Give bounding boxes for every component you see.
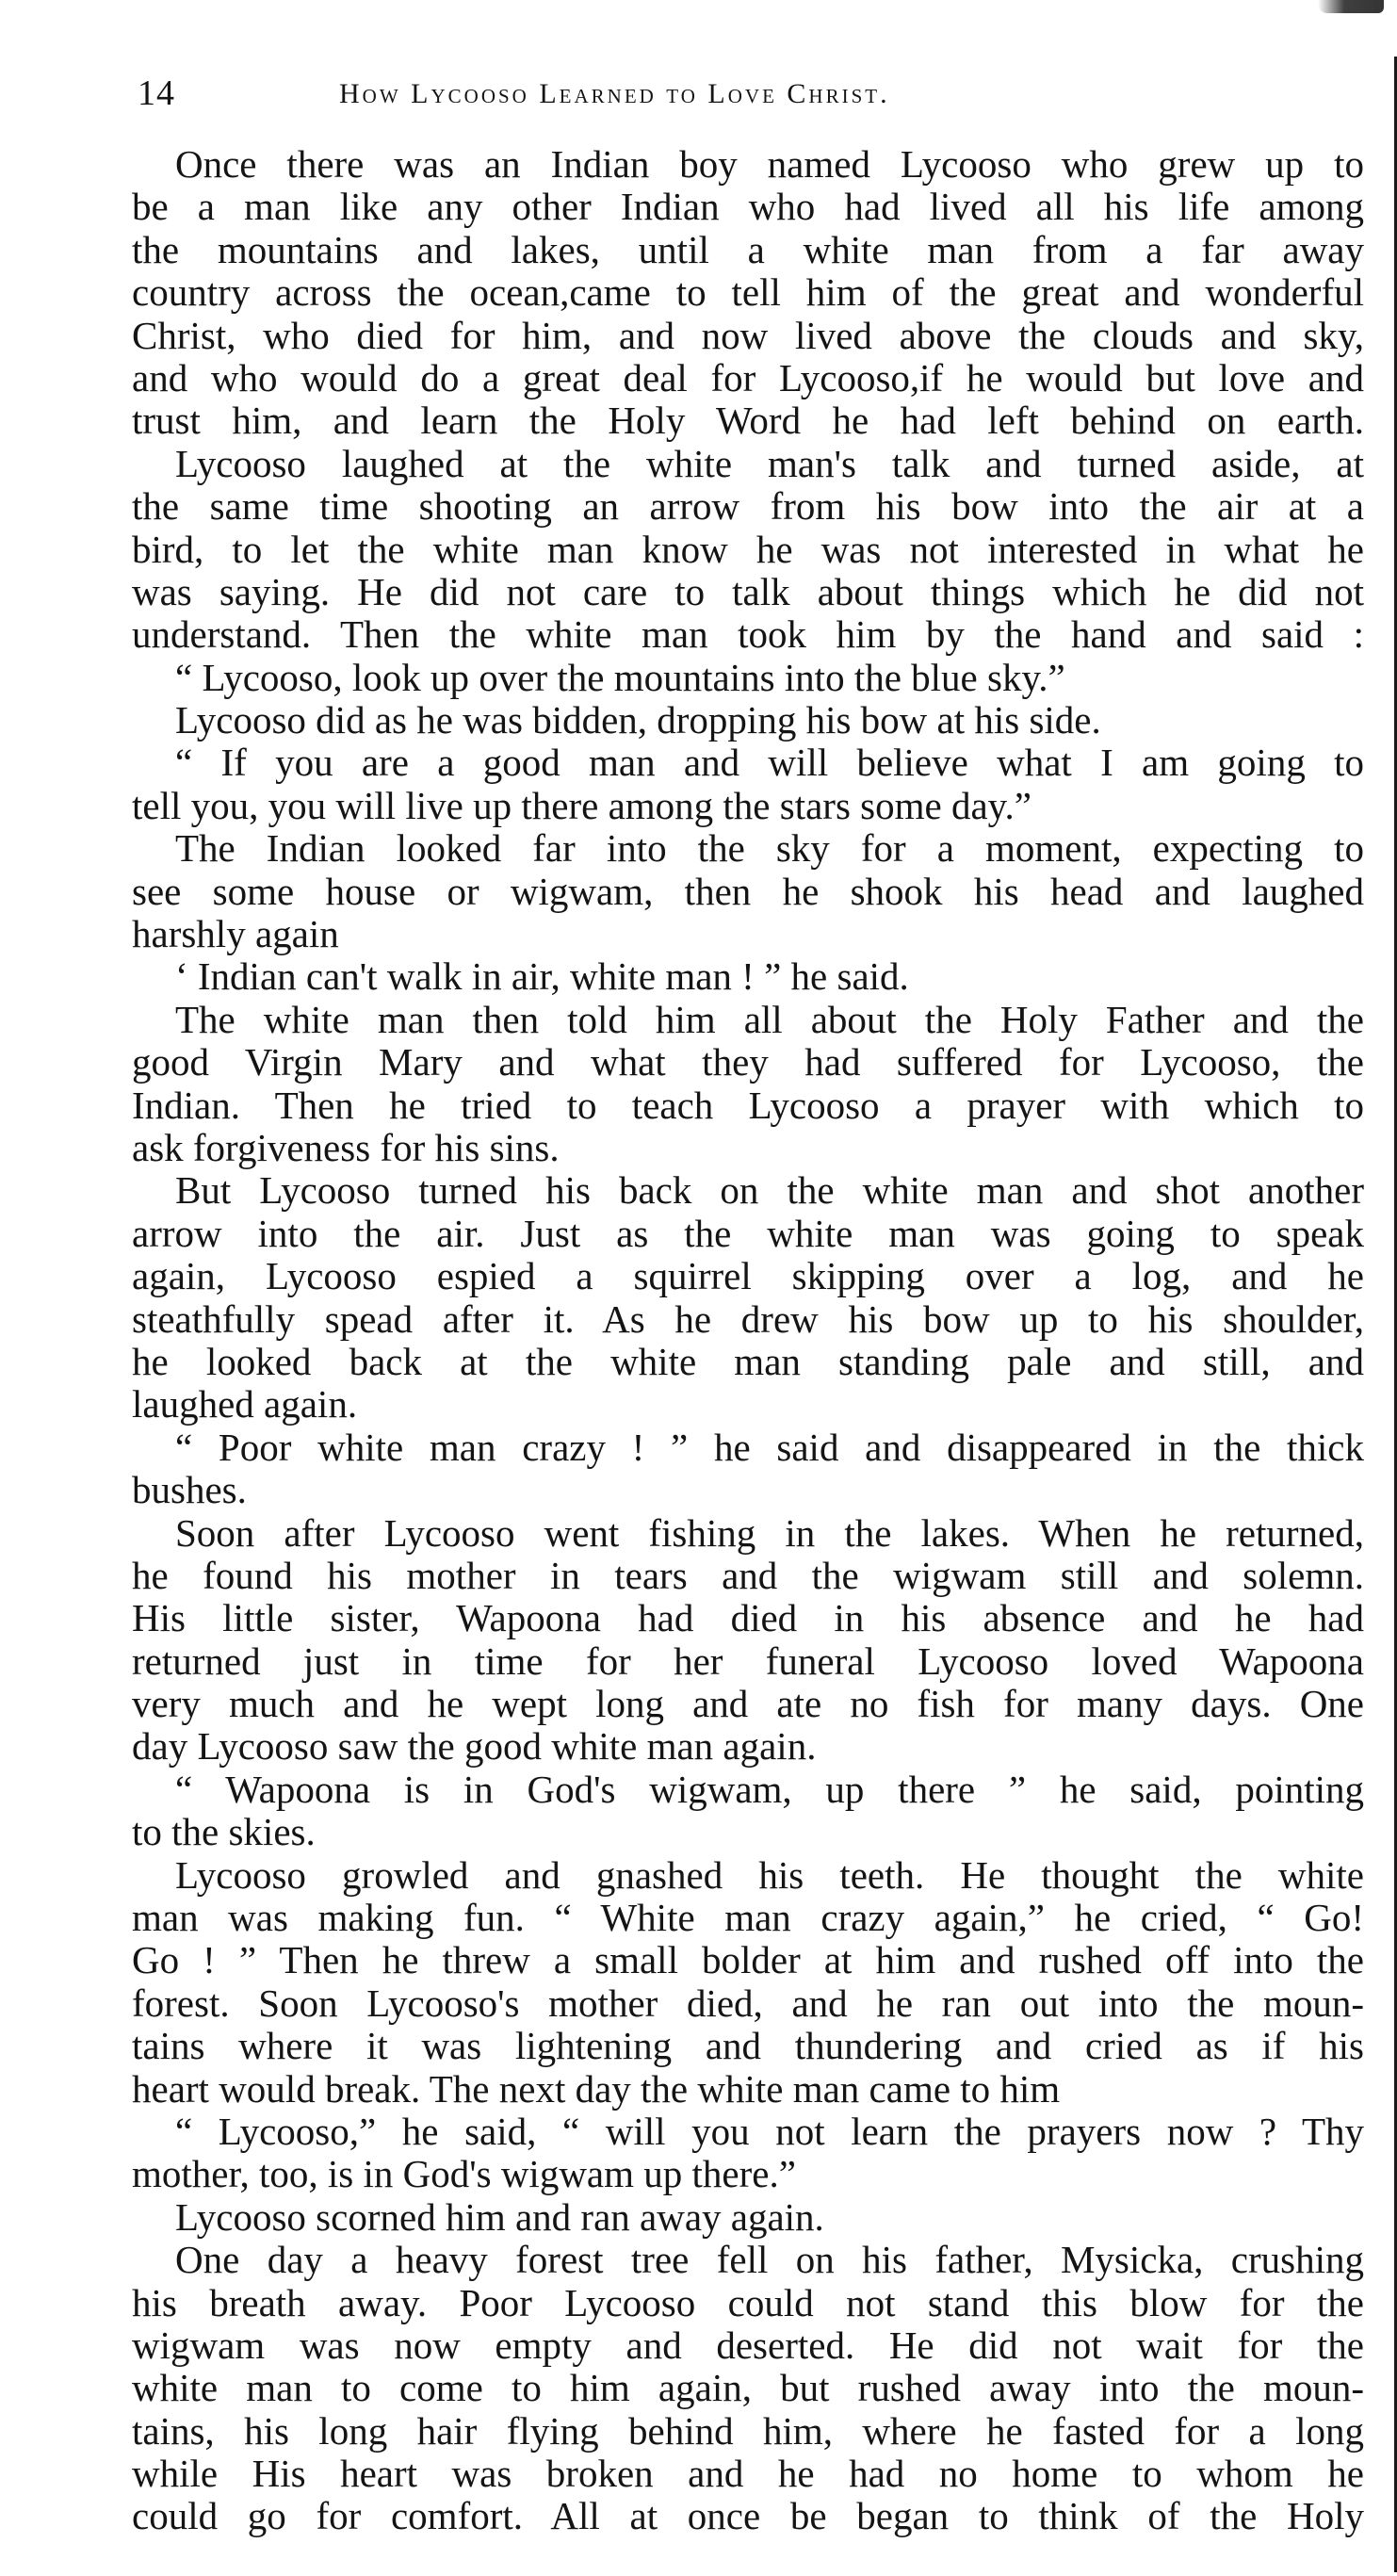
text-line: to the skies.	[132, 1810, 316, 1854]
text-line: But Lycooso turned his back on the white man and shot another	[175, 1168, 1364, 1213]
text-line: day Lycooso saw the good white man again.	[132, 1724, 817, 1769]
text-line: arrow into the air. Just as the white man was going to speak	[132, 1211, 1364, 1255]
text-line: “ Lycooso,” he said, “ will you not learn the prayers now ? Thy	[175, 2109, 1364, 2153]
text-line: be a man like any other Indian who had lived all his life among	[132, 185, 1364, 229]
text-line: Indian. Then he tried to teach Lycooso a prayer with which to	[132, 1083, 1364, 1127]
text-line: tell you, you will live up there among the stars some day.”	[132, 783, 1032, 827]
text-line: “ Lycooso, look up over the mountains into the blue sky.”	[175, 655, 1065, 699]
text-line: Lycooso did as he was bidden, dropping his bow at his side.	[175, 698, 1101, 742]
text-line: bird, to let the white man know he was not interested in what he	[132, 527, 1364, 571]
text-line: Go ! ” Then he threw a small bolder at him and rushed off into the	[132, 1938, 1364, 1982]
text-line: bushes.	[132, 1468, 247, 1512]
text-line: his breath away. Poor Lycooso could not stand this blow for the	[132, 2280, 1364, 2324]
text-line: tains where it was lightening and thundering and cried as if his	[132, 2024, 1364, 2068]
text-line: tains, his long hair flying behind him, where he fasted for a long	[132, 2408, 1364, 2453]
text-line: and who would do a great deal for Lycooso,if he would but love and	[132, 355, 1364, 399]
text-line: returned just in time for her funeral Lycooso loved Wapoona	[132, 1639, 1364, 1683]
text-line: ‘ Indian can't walk in air, white man ! ” he said.	[175, 954, 909, 999]
text-line: very much and he wept long and ate no fish for many days. One	[132, 1682, 1364, 1726]
text-line: wigwam was now empty and deserted. He did not wait for the	[132, 2323, 1364, 2367]
text-line: forest. Soon Lycooso's mother died, and he ran out into the moun-	[132, 1981, 1364, 2025]
text-line: laughed again.	[132, 1382, 358, 1427]
text-line: Lycooso scorned him and ran away again.	[175, 2194, 824, 2239]
text-line: again, Lycooso espied a squirrel skipping over a log, and he	[132, 1254, 1364, 1298]
text-line: trust him, and learn the Holy Word he had left behind on earth.	[132, 399, 1364, 443]
text-line: steathfully spead after it. As he drew his bow up to his shoulder,	[132, 1296, 1364, 1341]
text-line: man was making fun. “ White man crazy again,” he cried, “ Go!	[132, 1896, 1364, 1940]
text-line: understand. Then the white man took him by the hand and said :	[132, 612, 1364, 657]
text-line: Christ, who died for him, and now lived above the clouds and sky,	[132, 313, 1364, 357]
text-line: the mountains and lakes, until a white man from a far away	[132, 227, 1364, 271]
text-line: Once there was an Indian boy named Lycooso who grew up to	[175, 142, 1364, 186]
text-line: Lycooso growled and gnashed his teeth. He thought the white	[175, 1852, 1364, 1897]
text-line: The white man then told him all about the Holy Father and the	[175, 997, 1364, 1041]
text-line: harshly again	[132, 912, 339, 956]
text-line: “ Poor white man crazy ! ” he said and disappeared in the thick	[175, 1425, 1364, 1469]
text-line: the same time shooting an arrow from his bow into the air at a	[132, 484, 1364, 529]
text-line: Lycooso laughed at the white man's talk and turned aside, at	[175, 441, 1364, 485]
print-smudge	[1318, 0, 1384, 13]
text-line: he looked back at the white man standing pale and still, and	[132, 1339, 1364, 1383]
running-head-title: How Lycooso Learned to Love Christ.	[339, 78, 890, 109]
text-line: One day a heavy forest tree fell on his father, Mysicka, crushing	[175, 2238, 1364, 2282]
text-line: while His heart was broken and he had no home to whom he	[132, 2452, 1364, 2496]
text-line: “ Wapoona is in God's wigwam, up there ” he said, pointing	[175, 1767, 1364, 1811]
text-line: The Indian looked far into the sky for a moment, expecting to	[175, 826, 1364, 871]
text-line: white man to come to him again, but rushed away into the moun-	[132, 2366, 1364, 2410]
text-line: Soon after Lycooso went fishing in the lakes. When he returned,	[175, 1510, 1364, 1555]
page-number: 14	[138, 73, 175, 113]
text-line: heart would break. The next day the white man came to him	[132, 2066, 1061, 2111]
text-line: see some house or wigwam, then he shook his head and laughed	[132, 869, 1364, 913]
text-line: country across the ocean,came to tell him of the great and wonderful	[132, 270, 1364, 315]
text-line: could go for comfort. All at once be began to think of the Holy	[132, 2494, 1364, 2538]
text-line: good Virgin Mary and what they had suffered for Lycooso, the	[132, 1040, 1364, 1084]
body-text	[132, 143, 1364, 2538]
text-line: he found his mother in tears and the wigwam still and solemn.	[132, 1553, 1364, 1597]
text-line: was saying. He did not care to talk about things which he did not	[132, 569, 1364, 613]
text-line: “ If you are a good man and will believe what I am going to	[175, 741, 1364, 785]
text-line: mother, too, is in God's wigwam up there.”	[132, 2152, 796, 2196]
text-line: His little sister, Wapoona had died in his absence and he had	[132, 1596, 1364, 1640]
text-line: ask forgiveness for his sins.	[132, 1125, 560, 1169]
